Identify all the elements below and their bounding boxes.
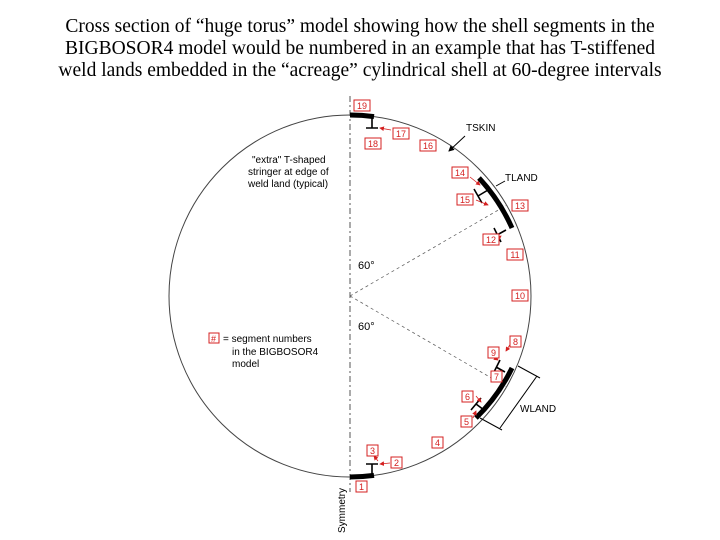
segment-label: 12 [485,235,497,245]
angle-label-top: 60° [358,260,375,272]
segment-label: 11 [510,250,520,260]
segment-number-9 [488,347,499,358]
stringer-note-line-3: weld land (typical) [248,179,329,190]
segment-number-5 [461,416,472,427]
segment-label: 3 [369,446,376,456]
wland-label: WLAND [520,404,557,415]
segment-number-1 [356,481,367,492]
segment-number-8 [510,336,521,347]
segment-number-12 [483,234,499,245]
tskin-label: TSKIN [466,123,496,134]
wland-extension-top [518,366,540,378]
segment-number-11 [507,249,523,260]
segment-label: 16 [422,141,434,151]
segment-numbers [354,100,528,492]
segment-label: 7 [493,372,500,382]
segment-number-14 [452,167,468,178]
segment-label: 8 [512,337,519,347]
angle-label-bottom: 60° [358,321,375,333]
segment-number-2 [391,457,402,468]
stringer-note-line-2: stringer at edge of [248,167,329,178]
legend-line-2: in the BIGBOSOR4 [232,347,319,358]
segment-label: 2 [393,458,400,468]
segment-label: 15 [459,195,471,205]
title-line-2: BIGBOSOR4 model would be numbered in an example that has T-stiffened [65,38,655,59]
segment-number-19 [354,100,370,111]
segment-number-7 [491,371,502,382]
segment-leaders [374,128,511,464]
segment-number-17 [393,128,409,139]
tland-arrow [496,181,505,186]
segment-number-15 [457,194,473,205]
weld-land-bottom [350,475,374,477]
segment-label: 4 [434,438,441,448]
segment-label: 18 [367,139,379,149]
title-line-3: weld lands embedded in the “acreage” cylindrical shell at 60-degree intervals [58,60,662,81]
segment-label: 17 [395,129,407,139]
legend-line-3: model [232,359,260,370]
weld-land-top [350,115,374,117]
segment-number-4 [432,437,443,448]
tskin-arrow [449,136,465,151]
segment-number-3 [367,445,378,456]
ray-upper [350,205,507,296]
title-line-1: Cross section of “huge torus” model showing how the shell segments in the [65,16,655,37]
symmetry-label: Symmetry [337,488,348,533]
stringer-note [247,155,329,190]
segment-label: 10 [514,291,526,301]
segment-number-13 [512,200,528,211]
segment-label: 14 [454,168,466,178]
segment-label: 1 [358,482,365,492]
stringer-note-line-1: "extra" T-shaped [252,155,326,166]
segment-label: 9 [490,348,497,358]
ray-lower [350,296,507,387]
t-stringers [366,117,506,475]
segment-label: 6 [464,392,471,402]
segment-number-10 [512,290,528,301]
segment-label: 13 [514,201,526,211]
segment-number-6 [462,391,473,402]
segment-legend [209,333,319,370]
segment-label: 5 [463,417,470,427]
segment-label: 19 [356,101,368,111]
segment-number-16 [420,140,436,151]
tland-label: TLAND [505,173,538,184]
wland-extension-bottom [480,418,502,430]
legend-line-1: = segment numbers [223,334,312,345]
segment-number-18 [365,138,381,149]
legend-symbol: # [211,334,217,344]
